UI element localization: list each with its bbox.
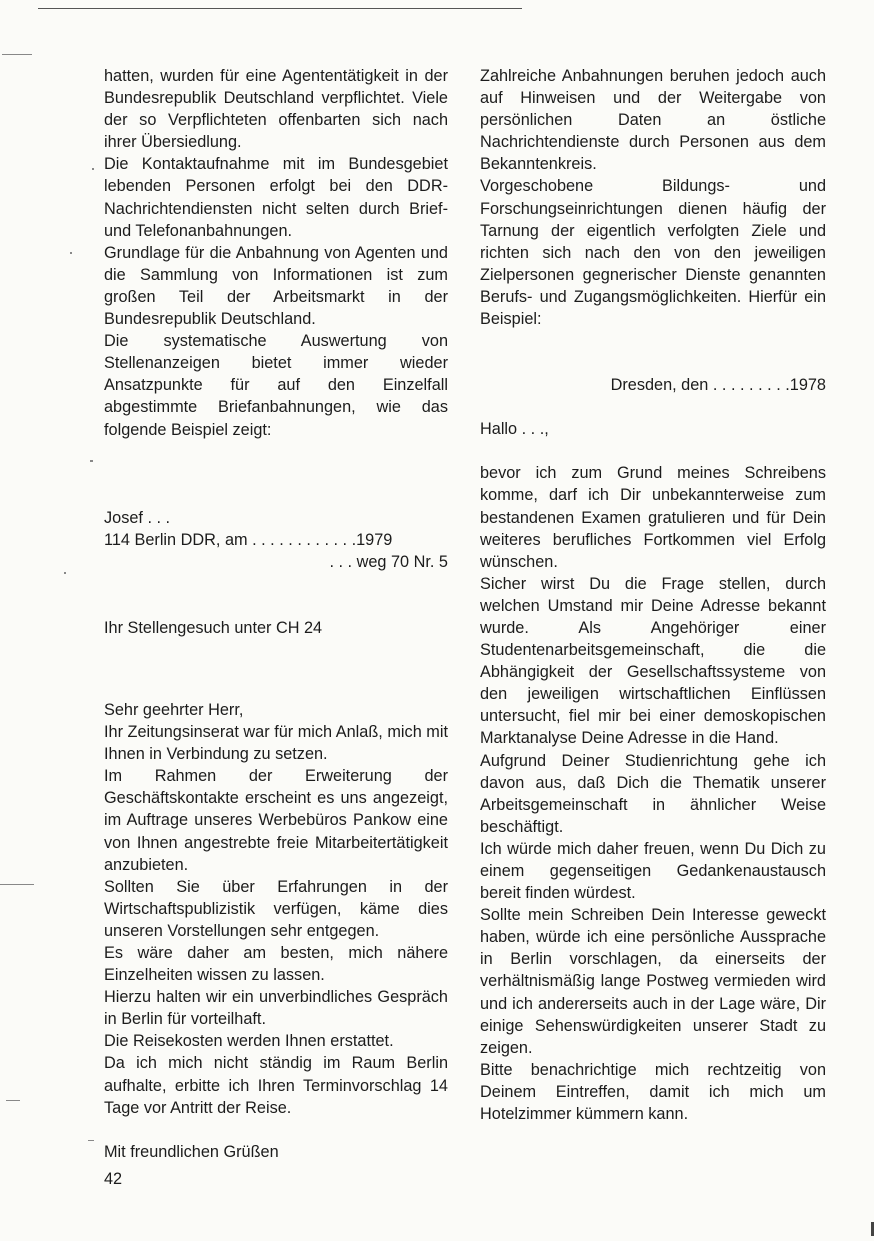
scan-speck: [6, 1100, 20, 1101]
letter-sender-block: [104, 507, 448, 573]
letter-paragraph: Sollten Sie über Erfahrungen in der Wirtschaftspublizistik verfügen, käme dies unseren Vorstellungen sehr entgegen.: [104, 877, 448, 940]
letter-paragraph: Es wäre daher am besten, mich nähere Einzelheiten wissen zu lassen.: [104, 944, 448, 985]
body-paragraph: Zahlreiche Anbahnungen beruhen jedoch auch auf Hinweisen und der Weitergabe von persönlichen Daten an östliche Nachrichtendienste durch Personen aus dem Bekanntenkreis.: [480, 67, 826, 174]
letter-paragraph: Hierzu halten wir ein unverbindliches Gespräch in Berlin für vorteilhaft.: [104, 988, 448, 1029]
letter-paragraph: Sicher wirst Du die Frage stellen, durch welchen Umstand mir Deine Adresse bekannt wurde. Als Angehöriger einer Studentenarbeitsgemeinschaft, die die Abhängigkeit der Gesellschaftssysteme von den jeweiligen wirtschaftlichen Einflüssen untersucht, fiel mir bei einer demoskopischen Marktanalyse Deine Adresse in die Hand.: [480, 574, 826, 748]
top-rule: [38, 8, 522, 9]
letter-paragraph: Im Rahmen der Erweiterung der Geschäftskontakte erscheint es uns angezeigt, im Auftrage unseres Werbebüros Pankow eine von Ihnen angestrebte freie Mitarbeitertätigkeit anzubieten.: [104, 767, 448, 874]
sender-address-line: 114 Berlin DDR, am . . . . . . . . . . . .1979: [104, 530, 393, 549]
letter-date: Dresden, den . . . . . . . . .1978: [610, 376, 826, 395]
body-paragraph: Die systematische Auswertung von Stellenanzeigen bietet immer wieder Ansatzpunkte für auf den Einzelfall abgestimmte Briefanbahnungen, wie das folgende Beispiel zeigt:: [104, 332, 448, 439]
body-paragraph: Vorgeschobene Bildungs- und Forschungseinrichtungen dienen häufig der Tarnung der eigentlich verfolgten Ziele und richten sich nach den von den jeweiligen Zielpersonen gegnerischer Dienste genannten Berufs- und Zugangsmöglichkeiten. Hierfür ein Beispiel:: [480, 177, 826, 329]
scan-speck: [2, 54, 32, 55]
letter-paragraph: Ich würde mich daher freuen, wenn Du Dich zu einem gegenseitigen Gedankenaustausch bereit finden würdest.: [480, 839, 826, 903]
letter-paragraph: Die Reisekosten werden Ihnen erstattet.: [104, 1032, 394, 1051]
letter-paragraph: bevor ich zum Grund meines Schreibens komme, darf ich Dir unbekannterweise zum bestandenen Examen gratulieren und für Dein weiteres berufliches Fortkommen viel Erfolg wünschen.: [480, 464, 826, 571]
letter-paragraph: Da ich mich nicht ständig im Raum Berlin aufhalte, erbitte ich Ihren Terminvorschlag 14 Tage vor Antritt der Reise.: [104, 1054, 448, 1117]
body-paragraph: Grundlage für die Anbahnung von Agenten und die Sammlung von Informationen ist zum großen Teil der Arbeitsmarkt in der Bundesrepublik Deutschland.: [104, 243, 448, 329]
sender-address-line: . . . weg 70 Nr. 5: [329, 552, 448, 571]
body-paragraph: Die Kontaktaufnahme mit im Bundesgebiet lebenden Personen erfolgt bei den DDR-Nachrichtendiensten nicht selten durch Brief- und Telefonanbahnungen.: [104, 155, 448, 240]
scan-speck: [0, 884, 34, 885]
letter-salutation: Sehr geehrter Herr,: [104, 700, 244, 719]
sender-name: Josef . . .: [104, 508, 171, 527]
right-column: [480, 65, 826, 1125]
scan-speck: [64, 572, 66, 574]
letter-greeting: Hallo . . .,: [480, 420, 549, 439]
scan-speck: [70, 252, 72, 254]
letter-paragraph: Bitte benachrichtige mich rechtzeitig von Deinem Eintreffen, damit ich mich um Hotelzimmer kümmern kann.: [480, 1060, 826, 1124]
scan-speck: [90, 460, 93, 462]
body-paragraph: hatten, wurden für eine Agententätigkeit in der Bundesrepublik Deutschland verpflichtet. Viele der so Verpflichteten offenbarten sich nach ihrer Übersiedlung.: [104, 67, 448, 152]
scan-speck: [88, 1140, 94, 1141]
letter-subject: Ihr Stellengesuch unter CH 24: [104, 618, 323, 637]
letter-paragraph: Aufgrund Deiner Studienrichtung gehe ich davon aus, daß Dich die Thematik unserer Arbeitsgemeinschaft in ähnlicher Weise beschäftigt.: [480, 751, 826, 836]
letter-paragraph: Sollte mein Schreiben Dein Interesse geweckt haben, würde ich eine persönliche Aussprache in Berlin vorschlagen, da einerseits der verhältnismäßig lange Postweg vermieden wird und ich andererseits auch in der Lage wäre, Dir einige Sehenswürdigkeiten unserer Stadt zu zeigen.: [480, 906, 826, 1057]
letter-paragraph: Ihr Zeitungsinserat war für mich Anlaß, mich mit Ihnen in Verbindung zu setzen.: [104, 723, 448, 764]
page-number: 42: [104, 1170, 123, 1188]
left-column: [104, 65, 448, 1163]
scan-speck: [92, 168, 94, 170]
letter-closing: Mit freundlichen Grüßen: [104, 1142, 279, 1161]
